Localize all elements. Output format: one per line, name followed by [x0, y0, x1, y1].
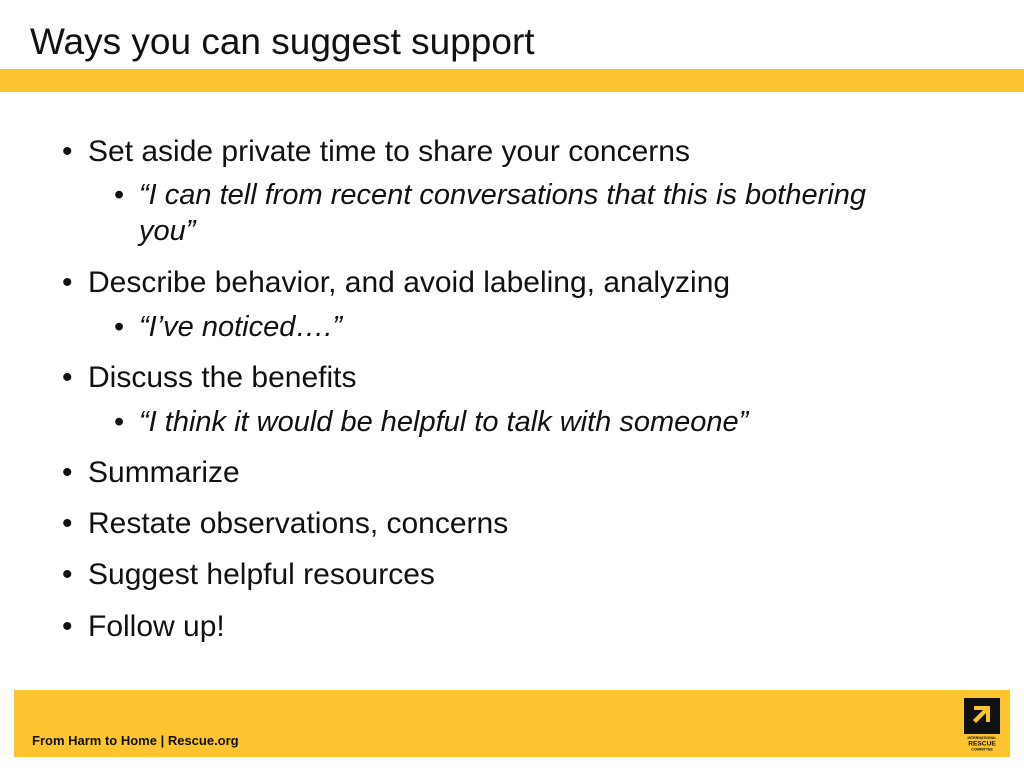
bullet-icon: • [62, 558, 73, 591]
sub-bullet-text: “I think it would be helpful to talk with someone” [139, 406, 749, 438]
bullet-icon: • [62, 610, 73, 643]
sub-bullet-text: “I can tell from recent conversations that this is bothering you” [139, 179, 866, 247]
bullet-text: Discuss the benefits [88, 361, 357, 394]
bullet-icon: • [62, 507, 73, 540]
irc-logo-icon [964, 698, 1000, 752]
bullet-text: Summarize [88, 456, 240, 489]
bullet-icon: • [62, 456, 73, 489]
bullet-icon: • [114, 179, 125, 211]
bullet-text: Follow up! [88, 610, 225, 643]
bullet-text: Restate observations, concerns [88, 507, 509, 540]
logo-line-2: RESCUE [968, 740, 996, 748]
bullet-icon: • [62, 266, 73, 299]
bullet-text: Suggest helpful resources [88, 558, 435, 591]
bullet-text: Describe behavior, and avoid labeling, analyzing [88, 266, 731, 299]
footer-bar [14, 690, 1010, 757]
slide-title: Ways you can suggest support [30, 21, 535, 62]
logo-line-1: INTERNATIONAL [967, 736, 997, 740]
sub-bullet-text: “I’ve noticed….” [139, 311, 343, 343]
bullet-icon: • [114, 311, 125, 343]
bullet-icon: • [62, 135, 73, 168]
logo-line-3: COMMITTEE [971, 747, 993, 752]
bullet-icon: • [62, 361, 73, 394]
footer-text: From Harm to Home | Rescue.org [32, 733, 239, 748]
bullet-text: Set aside private time to share your concerns [88, 135, 690, 168]
bullet-icon: • [114, 406, 125, 438]
